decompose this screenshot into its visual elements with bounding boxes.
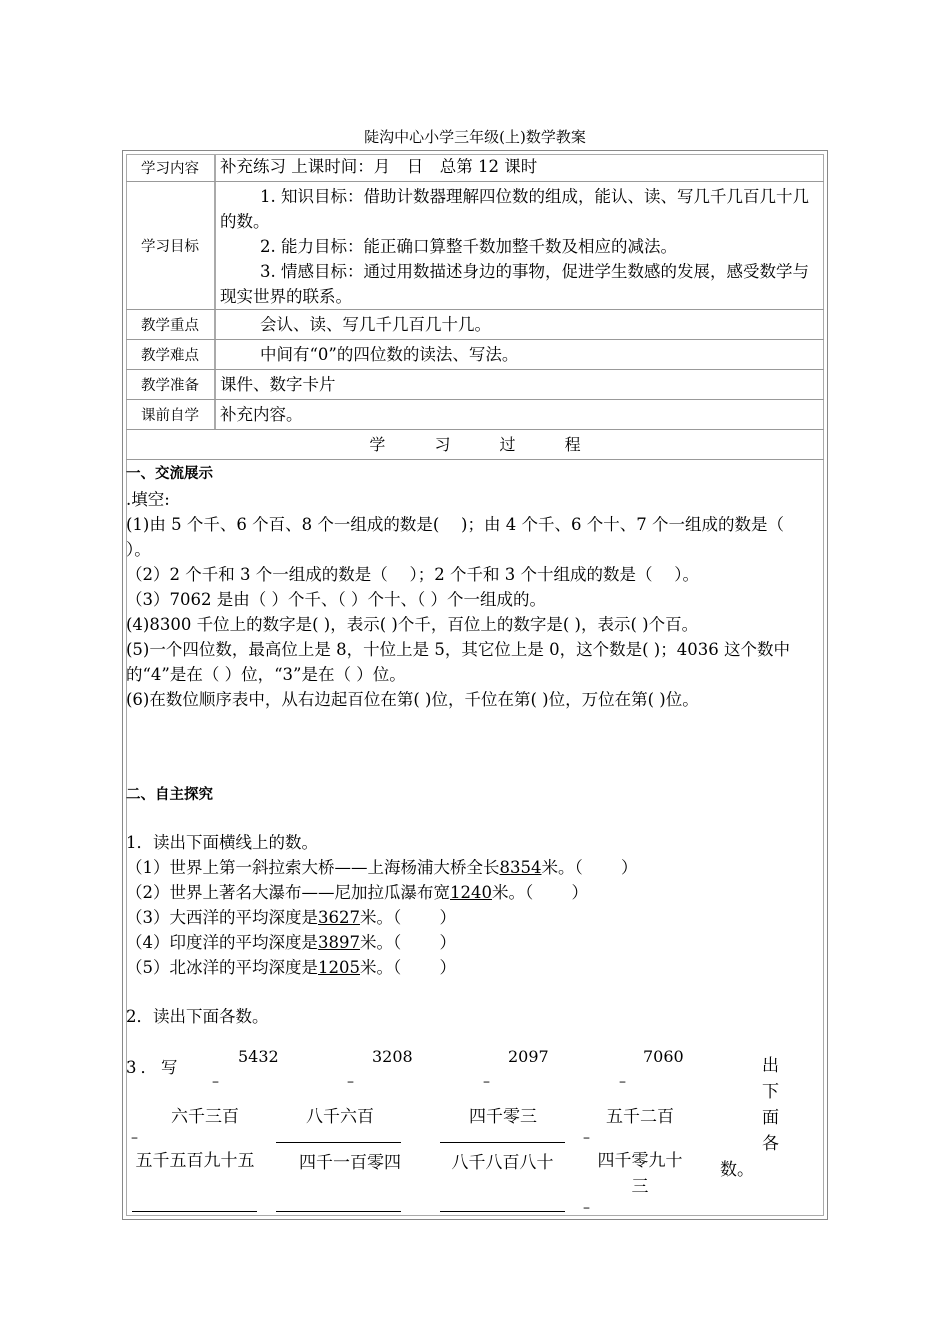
- q1-item: （1）世界上第一斜拉索大桥——上海杨浦大桥全长8354米。（ ）: [126, 858, 638, 877]
- answer-line: [440, 1142, 565, 1143]
- row-goals: [126, 182, 824, 310]
- row-label: 教学难点: [126, 340, 216, 369]
- process-char: 过: [499, 435, 516, 454]
- goal-item: 3. 情感目标：通过用数描述身边的事物，促进学生数感的发展，感受数学与现实世界的联系。: [220, 262, 809, 306]
- q3-side-end: 数。: [720, 1160, 754, 1180]
- row-difficulty: [126, 340, 824, 370]
- answer-line: [276, 1142, 401, 1143]
- read-number: 5432: [238, 1047, 279, 1066]
- write-word: 五千五百九十五: [135, 1151, 255, 1171]
- row-label: 学习目标: [126, 182, 216, 309]
- row-label: 课前自学: [126, 400, 216, 429]
- row-value: 补充练习 上课时间：月 日 总第 12 课时: [220, 157, 538, 176]
- row-preparation: [126, 370, 824, 400]
- process-char: 程: [564, 435, 581, 454]
- section-exchange: [126, 462, 816, 712]
- answer-line: [132, 1211, 257, 1212]
- process-heading: [126, 430, 824, 460]
- q3-side-text: 出 下 面 各: [762, 1056, 779, 1154]
- blank-mark: –: [347, 1074, 354, 1090]
- row-content: [126, 154, 824, 182]
- process-char: 习: [434, 435, 451, 454]
- row-label: 教学准备: [126, 370, 216, 399]
- row-preview: [126, 400, 824, 430]
- write-word: 五千二百: [606, 1107, 674, 1127]
- q3-prefix: 3．写: [126, 1058, 182, 1077]
- q1-item: （4）印度洋的平均深度是3897米。（ ）: [126, 933, 456, 952]
- goals-list: [220, 184, 824, 309]
- q1-item: （2）世界上著名大瀑布——尼加拉瓜瀑布宽1240米。（ ）: [126, 883, 588, 902]
- section-explore: [126, 783, 816, 808]
- fill-blank-item: （3）7062 是由（ ）个千、（ ）个十、（ ）个一组成的。: [126, 590, 546, 609]
- fill-blank-item: (4)8300 千位上的数字是( )，表示( )个千，百位上的数字是( )，表示( )个百。: [126, 615, 699, 634]
- write-word: 四千一百零四: [299, 1153, 401, 1173]
- q1-item: （5）北冰洋的平均深度是1205米。（ ）: [126, 958, 456, 977]
- section-heading: 一、交流展示: [126, 466, 213, 482]
- fill-blank-item: (5)一个四位数，最高位上是 8，十位上是 5，其它位上是 0，这个数是( )；4036 这个数中的“4”是在（ ）位，“3”是在（ ）位。: [126, 640, 790, 684]
- goal-item: 1. 知识目标：借助计数器理解四位数的组成，能认、读、写几千几百几十几的数。: [220, 187, 809, 231]
- blank-mark: –: [212, 1074, 219, 1090]
- write-word: 八千八百八十: [451, 1153, 554, 1173]
- write-word: 六千三百: [171, 1107, 239, 1127]
- fill-blank-title: .填空:: [126, 490, 170, 509]
- row-value: 中间有“0”的四位数的读法、写法。: [260, 345, 519, 364]
- blank-mark: –: [583, 1130, 590, 1146]
- goal-item: 2. 能力目标：能正确口算整千数加整千数及相应的减法。: [260, 237, 677, 256]
- read-number: 7060: [643, 1047, 684, 1066]
- row-value: 课件、数字卡片: [220, 375, 336, 394]
- answer-line: [440, 1211, 565, 1212]
- q1-block: [126, 830, 816, 980]
- row-label: 学习内容: [126, 154, 216, 181]
- fill-blank-item: (6)在数位顺序表中，从右边起百位在第( )位，千位在第( )位，万位在第( )位。: [126, 690, 699, 709]
- document-title: 陡沟中心小学三年级(上)数学教案: [364, 128, 586, 146]
- fill-blank-item: （2）2 个千和 3 个一组成的数是（ ）；2 个千和 3 个十组成的数是（ ）。: [126, 565, 699, 584]
- row-value: 会认、读、写几千几百几十几。: [260, 315, 491, 334]
- blank-mark: –: [483, 1074, 490, 1090]
- q1-item: （3）大西洋的平均深度是3627米。（ ）: [126, 908, 456, 927]
- row-value: 补充内容。: [220, 405, 303, 424]
- read-number: 2097: [508, 1047, 549, 1066]
- blank-mark: –: [131, 1130, 138, 1146]
- read-number: 3208: [372, 1047, 413, 1066]
- answer-line: [276, 1211, 401, 1212]
- q1-title: 1．读出下面横线上的数。: [126, 833, 318, 852]
- fill-blank-item: (1)由 5 个千、6 个百、8 个一组成的数是( )；由 4 个千、6 个十、7 个一组成的数是（ ）。: [126, 515, 806, 559]
- q2-title: 2．读出下面各数。: [126, 1007, 269, 1026]
- write-word: 四千零九十三: [597, 1151, 683, 1197]
- section-heading: 二、自主探究: [126, 787, 213, 803]
- row-key-point: [126, 310, 824, 340]
- blank-mark: –: [619, 1074, 626, 1090]
- process-char: 学: [369, 435, 386, 454]
- blank-mark: –: [583, 1200, 590, 1216]
- write-word: 八千六百: [306, 1107, 374, 1127]
- write-word: 四千零三: [469, 1107, 537, 1127]
- row-label: 教学重点: [126, 310, 216, 339]
